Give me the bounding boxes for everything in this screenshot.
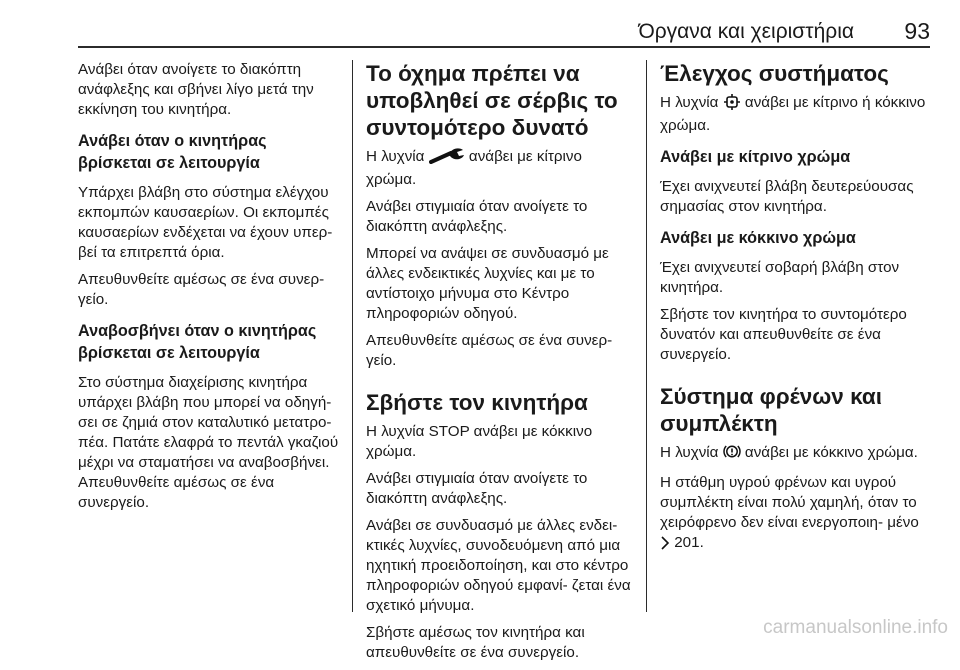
text: ανάβει με κίτρινο ή κόκκινο χρώμα. <box>660 94 926 134</box>
section-heading: Σβήστε τον κινητήρα <box>366 390 588 415</box>
page-header <box>78 0 930 48</box>
column-1 <box>78 60 340 520</box>
brake-warning-icon <box>723 443 741 466</box>
paragraph: Σβήστε αμέσως τον κινητήρα και απευθυνθείτε σε ένα συνεργείο. <box>366 624 585 661</box>
column-3 <box>660 60 930 563</box>
text: Η λυχνία <box>366 148 425 165</box>
paragraph <box>660 93 930 136</box>
subheading: Ανάβει με κόκκινο χρώμα <box>660 229 856 247</box>
subheading: Αναβοσβήνει όταν ο κινητήρας βρίσκεται σε λειτουργία <box>78 322 317 362</box>
paragraph: Υπάρχει βλάβη στο σύστημα ελέγχου εκπομπών καυσαερίων. Οι εκπομπές καυσαερίων ενδέχεται να έχουν υπερ‐ βεί τα επιτρεπτά όρια. <box>78 184 333 261</box>
paragraph: Απευθυνθείτε αμέσως σε ένα συνερ‐ γείο. <box>78 271 325 308</box>
text: ανάβει με κίτρινο χρώμα. <box>366 148 582 188</box>
paragraph: Ανάβει στιγμιαία όταν ανοίγετε το διακόπτη ανάφλεξης. <box>366 470 588 507</box>
paragraph: Ανάβει στιγμιαία όταν ανοίγετε το διακόπτη ανάφλεξης. <box>366 198 588 235</box>
text: Η λυχνία <box>660 444 719 461</box>
system-check-icon <box>723 94 741 116</box>
wrench-icon <box>429 147 465 170</box>
paragraph: Σβήστε τον κινητήρα το συντομότερο δυνατόν και απευθυνθείτε σε ένα συνεργείο. <box>660 306 907 363</box>
column-divider <box>646 60 647 612</box>
page-reference: 201. <box>674 534 704 551</box>
section-heading: Το όχημα πρέπει να υποβληθεί σε σέρβις το συντομότερο δυνατό <box>366 61 618 140</box>
paragraph <box>660 443 930 466</box>
watermark: carmanualsonline.info <box>763 617 948 638</box>
subheading: Ανάβει με κίτρινο χρώμα <box>660 148 851 166</box>
paragraph <box>366 147 632 190</box>
section-heading: Έλεγχος συστήματος <box>660 61 889 86</box>
column-2 <box>366 60 632 670</box>
section-heading: Σύστημα φρένων και συμπλέκτη <box>660 384 882 436</box>
page-number: 93 <box>904 18 930 44</box>
paragraph: Η λυχνία STOP ανάβει με κόκκινο χρώμα. <box>366 423 593 460</box>
paragraph: Έχει ανιχνευτεί σοβαρή βλάβη στον κινητήρα. <box>660 259 900 296</box>
reference-arrow-icon <box>660 536 670 556</box>
paragraph: Ανάβει σε συνδυασμό με άλλες ενδει‐ κτικές λυχνίες, συνοδευόμενη από μια ηχητική προειδοποίηση, και στο κέντρο πληροφοριών οδηγού εμφανί‐ ζεται ένα σχετικό μήνυμα. <box>366 517 631 614</box>
paragraph <box>660 473 930 556</box>
paragraph: Στο σύστημα διαχείρισης κινητήρα υπάρχει βλάβη που μπορεί να οδηγή‐ σει σε ζημιά στον καταλυτικό μετατρο‐ πέα. Πατάτε ελαφρά το πεντάλ γκαζιού μέχρι να σταματήσει να αναβοσβήνει. Απευθυνθείτε αμέσως σε ένα συνεργείο. <box>78 374 339 511</box>
paragraph: Απευθυνθείτε αμέσως σε ένα συνερ‐ γείο. <box>366 332 613 369</box>
paragraph: Έχει ανιχνευτεί βλάβη δευτερεύουσας σημασίας στον κινητήρα. <box>660 178 914 215</box>
column-divider <box>352 60 353 612</box>
subheading: Ανάβει όταν ο κινητήρας βρίσκεται σε λειτουργία <box>78 132 267 172</box>
paragraph: Ανάβει όταν ανοίγετε το διακόπτη ανάφλεξης και σβήνει λίγο μετά την εκκίνηση του κινητήρα. <box>78 61 314 118</box>
paragraph: Μπορεί να ανάψει σε συνδυασμό με άλλες ενδεικτικές λυχνίες και με το αντίστοιχο μήνυμα στο Κέντρο πληροφοριών οδηγού. <box>366 245 609 322</box>
section-title: Όργανα και χειριστήρια <box>638 20 854 43</box>
text: Η λυχνία <box>660 94 719 111</box>
text: ανάβει με κόκκινο χρώμα. <box>744 444 918 461</box>
text: Η στάθμη υγρού φρένων και υγρού συμπλέκτη είναι πολύ χαμηλή, όταν το χειρόφρενο δεν είναι ενεργοποιη‐ μένο <box>660 474 919 531</box>
